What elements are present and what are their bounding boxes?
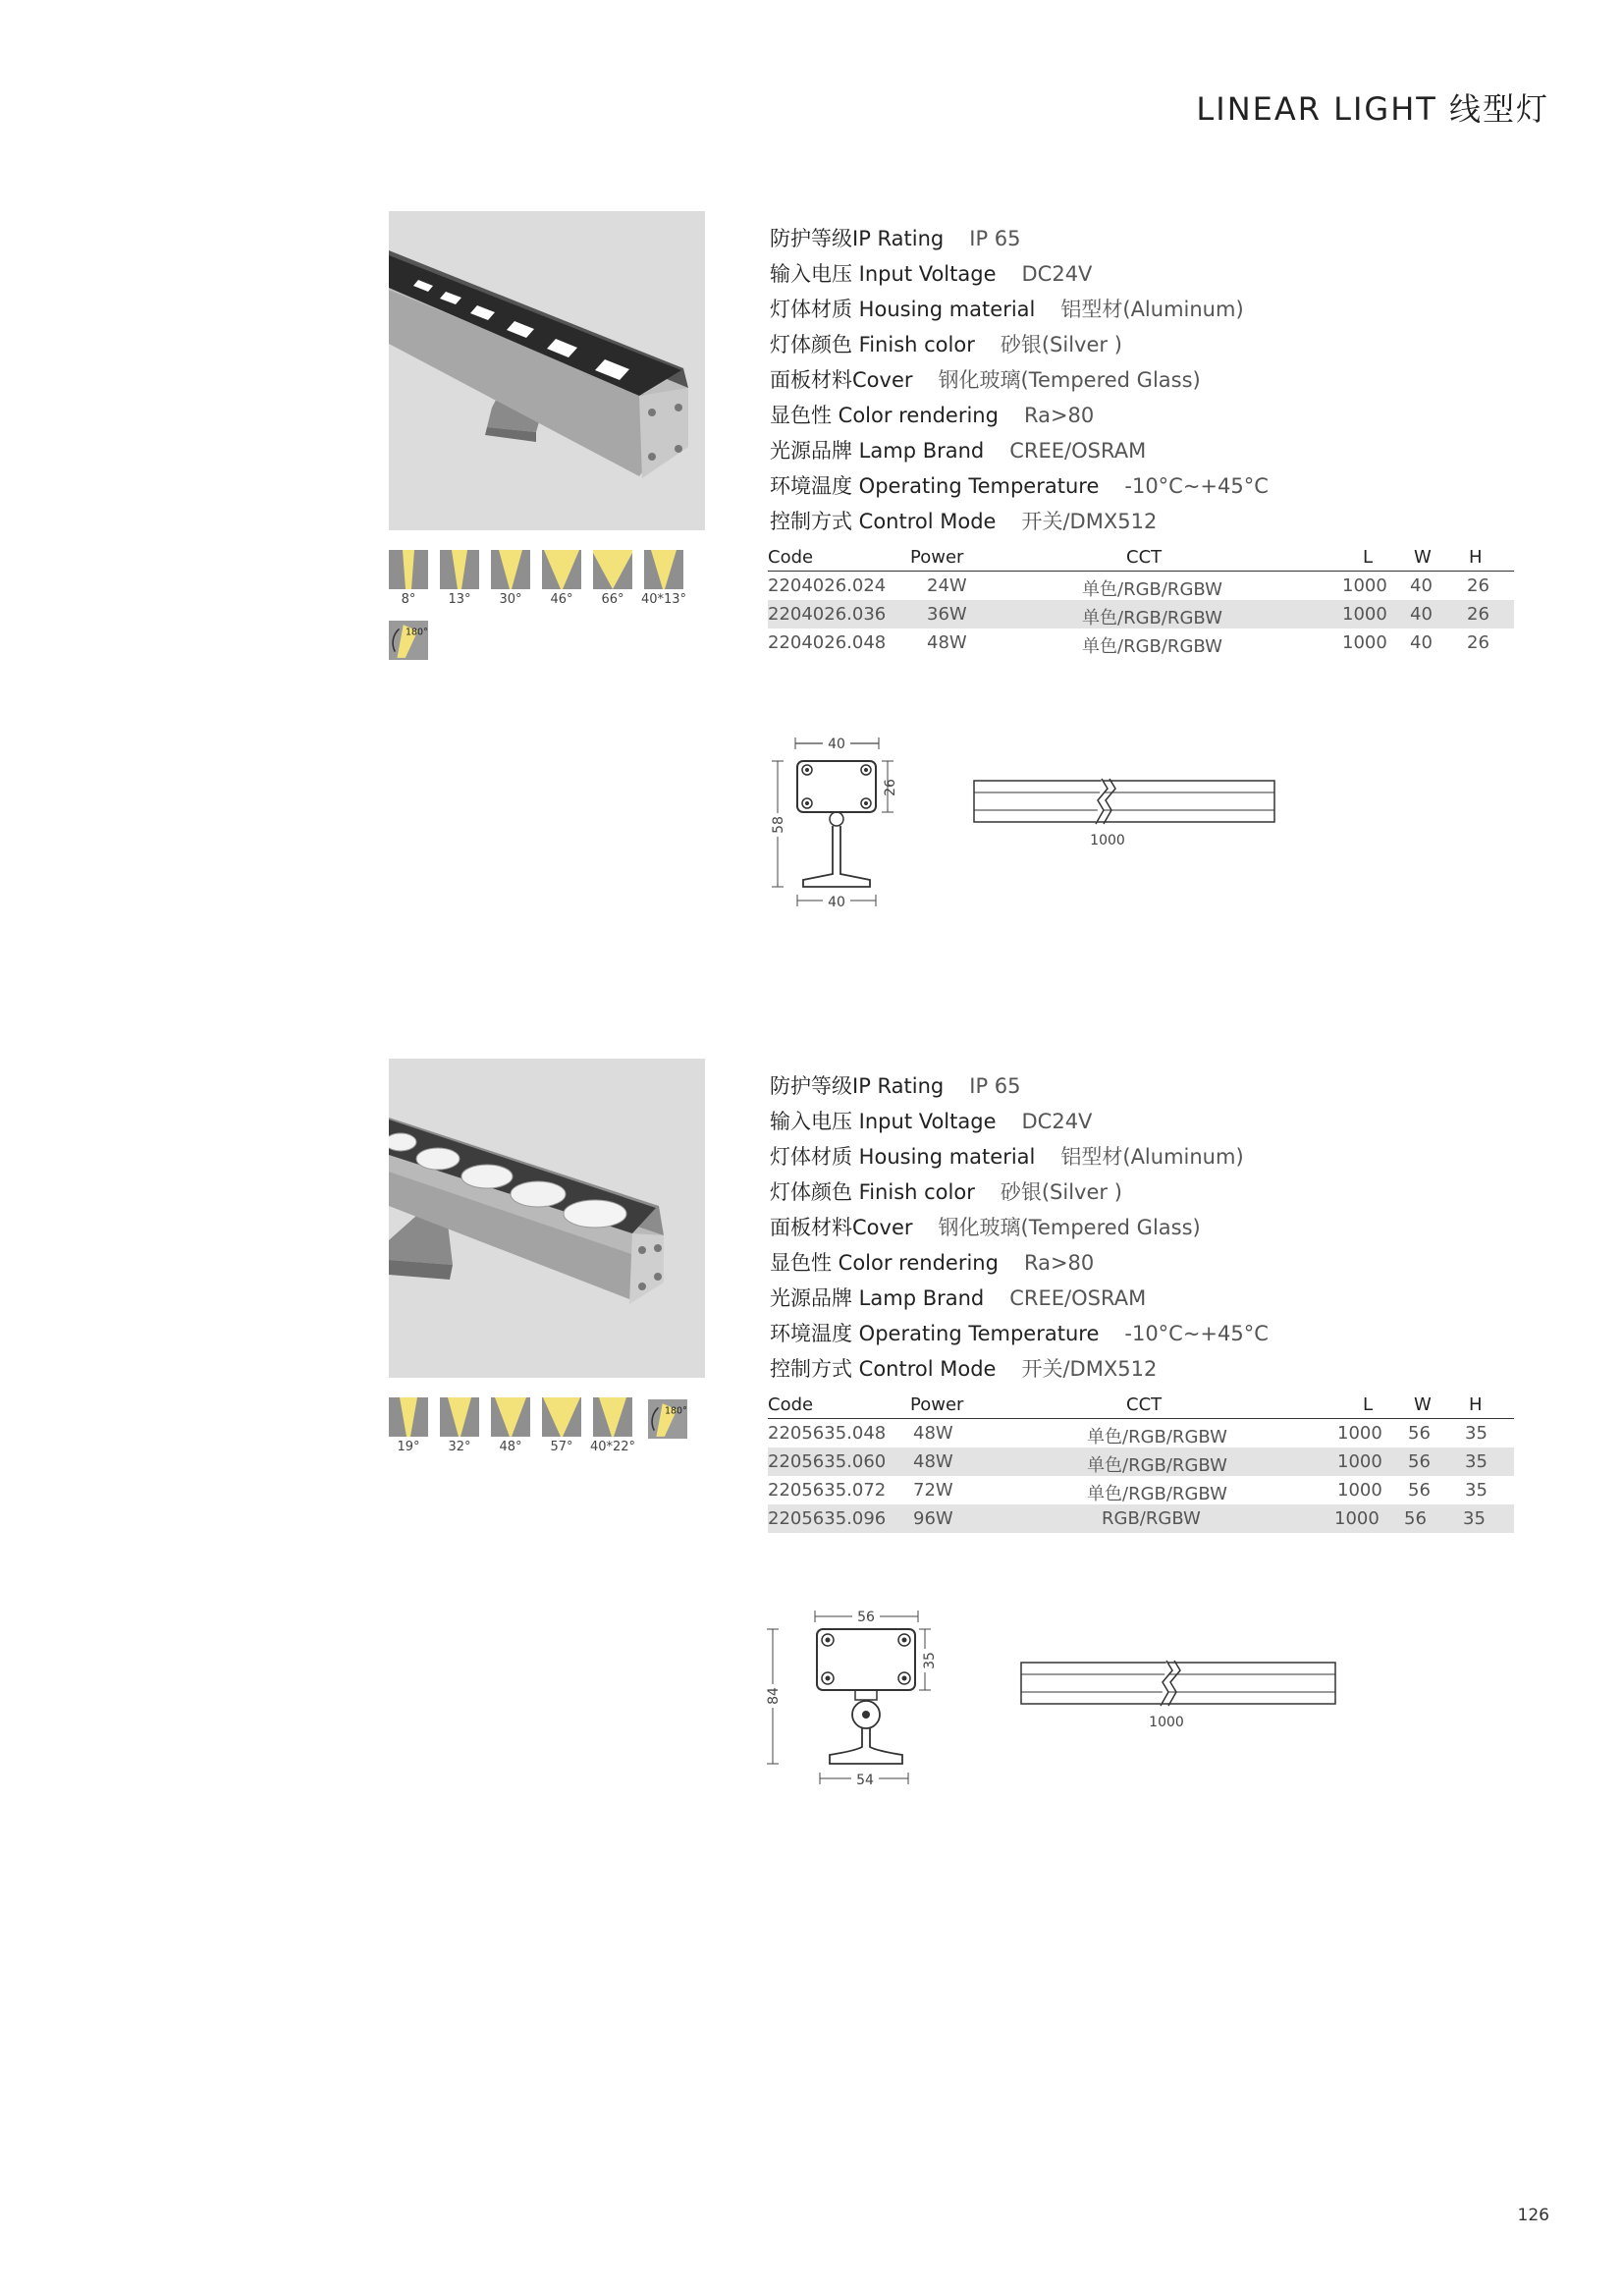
cell-h: 26 bbox=[1467, 575, 1489, 596]
page-number: 126 bbox=[1517, 2206, 1549, 2225]
spec-label: 控制方式 Control Mode bbox=[770, 510, 997, 533]
beam-narrow-icon bbox=[389, 1397, 428, 1437]
linear-light-illustration bbox=[389, 211, 705, 530]
spec-row bbox=[770, 1174, 1555, 1210]
product-section-2 bbox=[0, 1059, 1624, 1903]
beam-angle-label: 66° bbox=[601, 592, 624, 607]
cell-cct: 单色/RGB/RGBW bbox=[1082, 608, 1222, 628]
spec-value: -10°C~+45°C bbox=[1124, 474, 1269, 498]
cell-h: 26 bbox=[1467, 632, 1489, 653]
cell-w: 40 bbox=[1410, 575, 1433, 596]
cell-code: 2205635.048 bbox=[768, 1423, 887, 1444]
spec-value: 砂银(Silver ) bbox=[1000, 333, 1122, 356]
cell-code: 2204026.036 bbox=[768, 604, 887, 625]
spec-label: 环境温度 Operating Temperature bbox=[770, 474, 1100, 498]
spec-list bbox=[770, 221, 1555, 539]
spec-value: 铝型材(Aluminum) bbox=[1060, 298, 1244, 321]
linear-light-illustration bbox=[389, 1059, 705, 1378]
spec-label: 输入电压 Input Voltage bbox=[770, 1110, 997, 1133]
spec-value: -10°C~+45°C bbox=[1124, 1322, 1269, 1345]
table-row bbox=[768, 1504, 1514, 1533]
spec-row bbox=[770, 398, 1555, 433]
spec-value: 钢化玻璃(Tempered Glass) bbox=[938, 1216, 1201, 1239]
rotation-label: 180° bbox=[406, 627, 428, 638]
col-header-w: W bbox=[1414, 547, 1432, 568]
cell-w: 56 bbox=[1408, 1451, 1431, 1472]
col-header-l: L bbox=[1363, 547, 1374, 568]
cell-cct: 单色/RGB/RGBW bbox=[1087, 1455, 1227, 1476]
spec-row bbox=[770, 1104, 1555, 1139]
spec-row bbox=[770, 1281, 1555, 1316]
beam-angle-label: 57° bbox=[550, 1440, 573, 1454]
beam-wide-icon bbox=[542, 1397, 581, 1437]
spec-label: 灯体颜色 Finish color bbox=[770, 1180, 975, 1204]
spec-value: 开关/DMX512 bbox=[1021, 510, 1158, 533]
spec-value: DC24V bbox=[1021, 1110, 1093, 1133]
spec-label: 防护等级IP Rating bbox=[770, 1074, 945, 1098]
spec-row bbox=[770, 433, 1555, 468]
col-header-h: H bbox=[1469, 547, 1483, 568]
cell-w: 56 bbox=[1408, 1480, 1431, 1501]
rotation-label: 180° bbox=[665, 1405, 687, 1417]
cell-l: 1000 bbox=[1342, 604, 1387, 625]
beam-elliptical-icon bbox=[644, 550, 683, 589]
beam-medium-icon bbox=[440, 1397, 479, 1437]
cell-code: 2205635.096 bbox=[768, 1508, 887, 1529]
table-header bbox=[768, 545, 1514, 572]
table-row bbox=[768, 572, 1514, 600]
dim-width-top: 56 bbox=[857, 1610, 875, 1625]
cell-cct: RGB/RGBW bbox=[1102, 1508, 1201, 1529]
dim-width-top: 40 bbox=[828, 737, 845, 752]
spec-value: 铝型材(Aluminum) bbox=[1060, 1145, 1244, 1169]
cell-power: 72W bbox=[913, 1480, 953, 1501]
dim-width-base: 54 bbox=[856, 1773, 874, 1788]
cell-code: 2205635.060 bbox=[768, 1451, 887, 1472]
cell-h: 35 bbox=[1465, 1480, 1488, 1501]
product-table bbox=[768, 545, 1514, 657]
cell-l: 1000 bbox=[1337, 1480, 1382, 1501]
spec-label: 控制方式 Control Mode bbox=[770, 1357, 997, 1381]
col-header-cct: CCT bbox=[1126, 1394, 1163, 1415]
beam-angle-label: 30° bbox=[499, 592, 522, 607]
spec-row bbox=[770, 1139, 1555, 1174]
beam-angle-label: 32° bbox=[448, 1440, 471, 1454]
beam-elliptical-icon bbox=[593, 1397, 632, 1437]
cell-code: 2205635.072 bbox=[768, 1480, 887, 1501]
beam-wide-icon bbox=[491, 1397, 530, 1437]
table-row bbox=[768, 600, 1514, 628]
spec-value: IP 65 bbox=[969, 227, 1021, 250]
spec-row bbox=[770, 468, 1555, 504]
spec-label: 防护等级IP Rating bbox=[770, 227, 945, 250]
rotation-180-icon bbox=[648, 1399, 685, 1437]
spec-value: Ra>80 bbox=[1023, 1251, 1095, 1275]
beam-medium-icon bbox=[491, 550, 530, 589]
spec-value: CREE/OSRAM bbox=[1009, 439, 1147, 463]
page-header-title: LINEAR LIGHT 线型灯 bbox=[1196, 90, 1549, 128]
cell-w: 56 bbox=[1408, 1423, 1431, 1444]
spec-label: 光源品牌 Lamp Brand bbox=[770, 439, 985, 463]
cell-power: 24W bbox=[927, 575, 967, 596]
spec-label: 显色性 Color rendering bbox=[770, 1251, 999, 1275]
spec-row bbox=[770, 1245, 1555, 1281]
spec-row bbox=[770, 504, 1555, 539]
spec-label: 面板材料Cover bbox=[770, 368, 913, 392]
spec-value: 钢化玻璃(Tempered Glass) bbox=[938, 368, 1201, 392]
dim-height-body: 35 bbox=[922, 1652, 938, 1669]
spec-list bbox=[770, 1068, 1555, 1387]
rotation-180-icon bbox=[389, 621, 426, 658]
spec-value: Ra>80 bbox=[1023, 404, 1095, 427]
beam-angle-label: 48° bbox=[499, 1440, 522, 1454]
spec-row bbox=[770, 1210, 1555, 1245]
table-row bbox=[768, 1447, 1514, 1476]
spec-label: 环境温度 Operating Temperature bbox=[770, 1322, 1100, 1345]
col-header-code: Code bbox=[768, 547, 814, 568]
cell-l: 1000 bbox=[1342, 632, 1387, 653]
spec-value: DC24V bbox=[1021, 262, 1093, 286]
col-header-power: Power bbox=[910, 1394, 964, 1415]
cell-cct: 单色/RGB/RGBW bbox=[1082, 579, 1222, 600]
product-section-1 bbox=[0, 211, 1624, 1056]
col-header-l: L bbox=[1363, 1394, 1374, 1415]
beam-angle-label: 8° bbox=[401, 592, 416, 607]
beam-narrow-icon bbox=[440, 550, 479, 589]
beam-wide-icon bbox=[542, 550, 581, 589]
spec-row bbox=[770, 221, 1555, 256]
table-header bbox=[768, 1393, 1514, 1419]
beam-narrow-icon bbox=[389, 550, 428, 589]
beam-flood-icon bbox=[593, 550, 632, 589]
spec-value: CREE/OSRAM bbox=[1009, 1286, 1147, 1310]
spec-label: 显色性 Color rendering bbox=[770, 404, 999, 427]
cross-section-drawing bbox=[761, 1602, 938, 1798]
cross-section-drawing bbox=[766, 727, 903, 913]
dim-height-total: 84 bbox=[766, 1687, 782, 1705]
spec-row bbox=[770, 1068, 1555, 1104]
cell-power: 36W bbox=[927, 604, 967, 625]
length-drawing bbox=[972, 771, 1286, 849]
table-row bbox=[768, 628, 1514, 657]
spec-label: 灯体材质 Housing material bbox=[770, 1145, 1036, 1169]
col-header-code: Code bbox=[768, 1394, 814, 1415]
cell-w: 40 bbox=[1410, 604, 1433, 625]
spec-label: 输入电压 Input Voltage bbox=[770, 262, 997, 286]
product-table bbox=[768, 1393, 1514, 1533]
spec-label: 光源品牌 Lamp Brand bbox=[770, 1286, 985, 1310]
dim-height-total: 58 bbox=[771, 816, 786, 834]
cell-cct: 单色/RGB/RGBW bbox=[1087, 1427, 1227, 1447]
beam-angle-label: 40*13° bbox=[640, 592, 687, 607]
table-row bbox=[768, 1476, 1514, 1504]
cell-l: 1000 bbox=[1337, 1423, 1382, 1444]
spec-row bbox=[770, 1316, 1555, 1351]
spec-label: 面板材料Cover bbox=[770, 1216, 913, 1239]
col-header-w: W bbox=[1414, 1394, 1432, 1415]
dim-length: 1000 bbox=[1090, 833, 1125, 848]
cell-power: 48W bbox=[913, 1423, 953, 1444]
spec-value: IP 65 bbox=[969, 1074, 1021, 1098]
dim-width-base: 40 bbox=[828, 895, 845, 910]
cell-w: 56 bbox=[1404, 1508, 1427, 1529]
beam-angle-icons bbox=[389, 550, 703, 668]
spec-row bbox=[770, 256, 1555, 292]
product-photo bbox=[389, 1059, 705, 1378]
dim-length: 1000 bbox=[1149, 1715, 1184, 1730]
cell-power: 48W bbox=[927, 632, 967, 653]
cell-code: 2204026.024 bbox=[768, 575, 887, 596]
table-row bbox=[768, 1419, 1514, 1447]
cell-l: 1000 bbox=[1337, 1451, 1382, 1472]
spec-value: 砂银(Silver ) bbox=[1000, 1180, 1122, 1204]
beam-angle-label: 13° bbox=[448, 592, 471, 607]
cell-cct: 单色/RGB/RGBW bbox=[1087, 1484, 1227, 1504]
beam-angle-label: 46° bbox=[550, 592, 573, 607]
cell-h: 35 bbox=[1463, 1508, 1486, 1529]
length-drawing bbox=[1019, 1653, 1343, 1731]
spec-row bbox=[770, 1351, 1555, 1387]
spec-row bbox=[770, 362, 1555, 398]
cell-power: 48W bbox=[913, 1451, 953, 1472]
cell-code: 2204026.048 bbox=[768, 632, 887, 653]
cell-l: 1000 bbox=[1334, 1508, 1380, 1529]
beam-angle-label: 40*22° bbox=[589, 1440, 636, 1454]
cell-cct: 单色/RGB/RGBW bbox=[1082, 636, 1222, 657]
spec-row bbox=[770, 292, 1555, 327]
product-photo bbox=[389, 211, 705, 530]
col-header-h: H bbox=[1469, 1394, 1483, 1415]
cell-power: 96W bbox=[913, 1508, 953, 1529]
beam-angle-label: 19° bbox=[397, 1440, 420, 1454]
cell-h: 35 bbox=[1465, 1423, 1488, 1444]
cell-h: 35 bbox=[1465, 1451, 1488, 1472]
spec-row bbox=[770, 327, 1555, 362]
dim-height-body: 26 bbox=[883, 779, 898, 796]
cell-l: 1000 bbox=[1342, 575, 1387, 596]
cell-w: 40 bbox=[1410, 632, 1433, 653]
spec-value: 开关/DMX512 bbox=[1021, 1357, 1158, 1381]
cell-h: 26 bbox=[1467, 604, 1489, 625]
beam-angle-icons bbox=[389, 1397, 703, 1515]
col-header-power: Power bbox=[910, 547, 964, 568]
spec-label: 灯体颜色 Finish color bbox=[770, 333, 975, 356]
col-header-cct: CCT bbox=[1126, 547, 1163, 568]
spec-label: 灯体材质 Housing material bbox=[770, 298, 1036, 321]
